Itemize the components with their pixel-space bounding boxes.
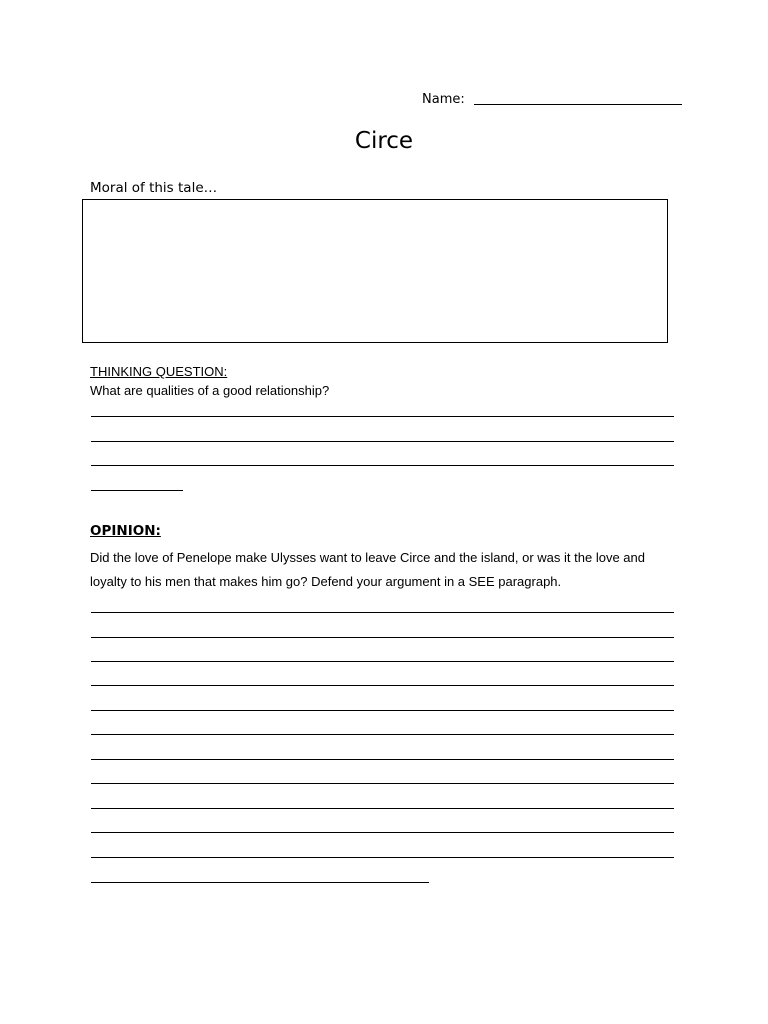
opinion-answer-line[interactable]: [91, 857, 674, 858]
moral-label: Moral of this tale…: [90, 180, 218, 196]
opinion-answer-line[interactable]: [91, 759, 674, 760]
opinion-answer-line[interactable]: [91, 832, 674, 833]
name-blank-line[interactable]: [474, 103, 682, 105]
name-label: Name:: [422, 92, 465, 107]
thinking-question-text: What are qualities of a good relationship?: [90, 383, 330, 398]
moral-answer-box[interactable]: [82, 199, 668, 343]
opinion-heading: OPINION:: [90, 523, 161, 539]
opinion-answer-line[interactable]: [91, 710, 674, 711]
opinion-answer-line[interactable]: [91, 882, 429, 883]
thinking-answer-line[interactable]: [91, 416, 674, 417]
opinion-answer-line[interactable]: [91, 661, 674, 662]
opinion-answer-line[interactable]: [91, 783, 674, 784]
opinion-answer-line[interactable]: [91, 637, 674, 638]
name-row: [422, 92, 682, 107]
thinking-answer-line[interactable]: [91, 465, 674, 466]
thinking-question-heading: THINKING QUESTION:: [90, 364, 228, 379]
opinion-prompt: Did the love of Penelope make Ulysses want to leave Circe and the island, or was it the love and loyalty to his men that makes him go? Defend your argument in a SEE paragraph.: [90, 550, 645, 589]
opinion-answer-line[interactable]: [91, 612, 674, 613]
opinion-answer-line[interactable]: [91, 685, 674, 686]
opinion-answer-line[interactable]: [91, 808, 674, 809]
thinking-answer-line[interactable]: [91, 490, 183, 491]
opinion-answer-line[interactable]: [91, 734, 674, 735]
page-title: Circe: [354, 128, 414, 154]
thinking-answer-line[interactable]: [91, 441, 674, 442]
